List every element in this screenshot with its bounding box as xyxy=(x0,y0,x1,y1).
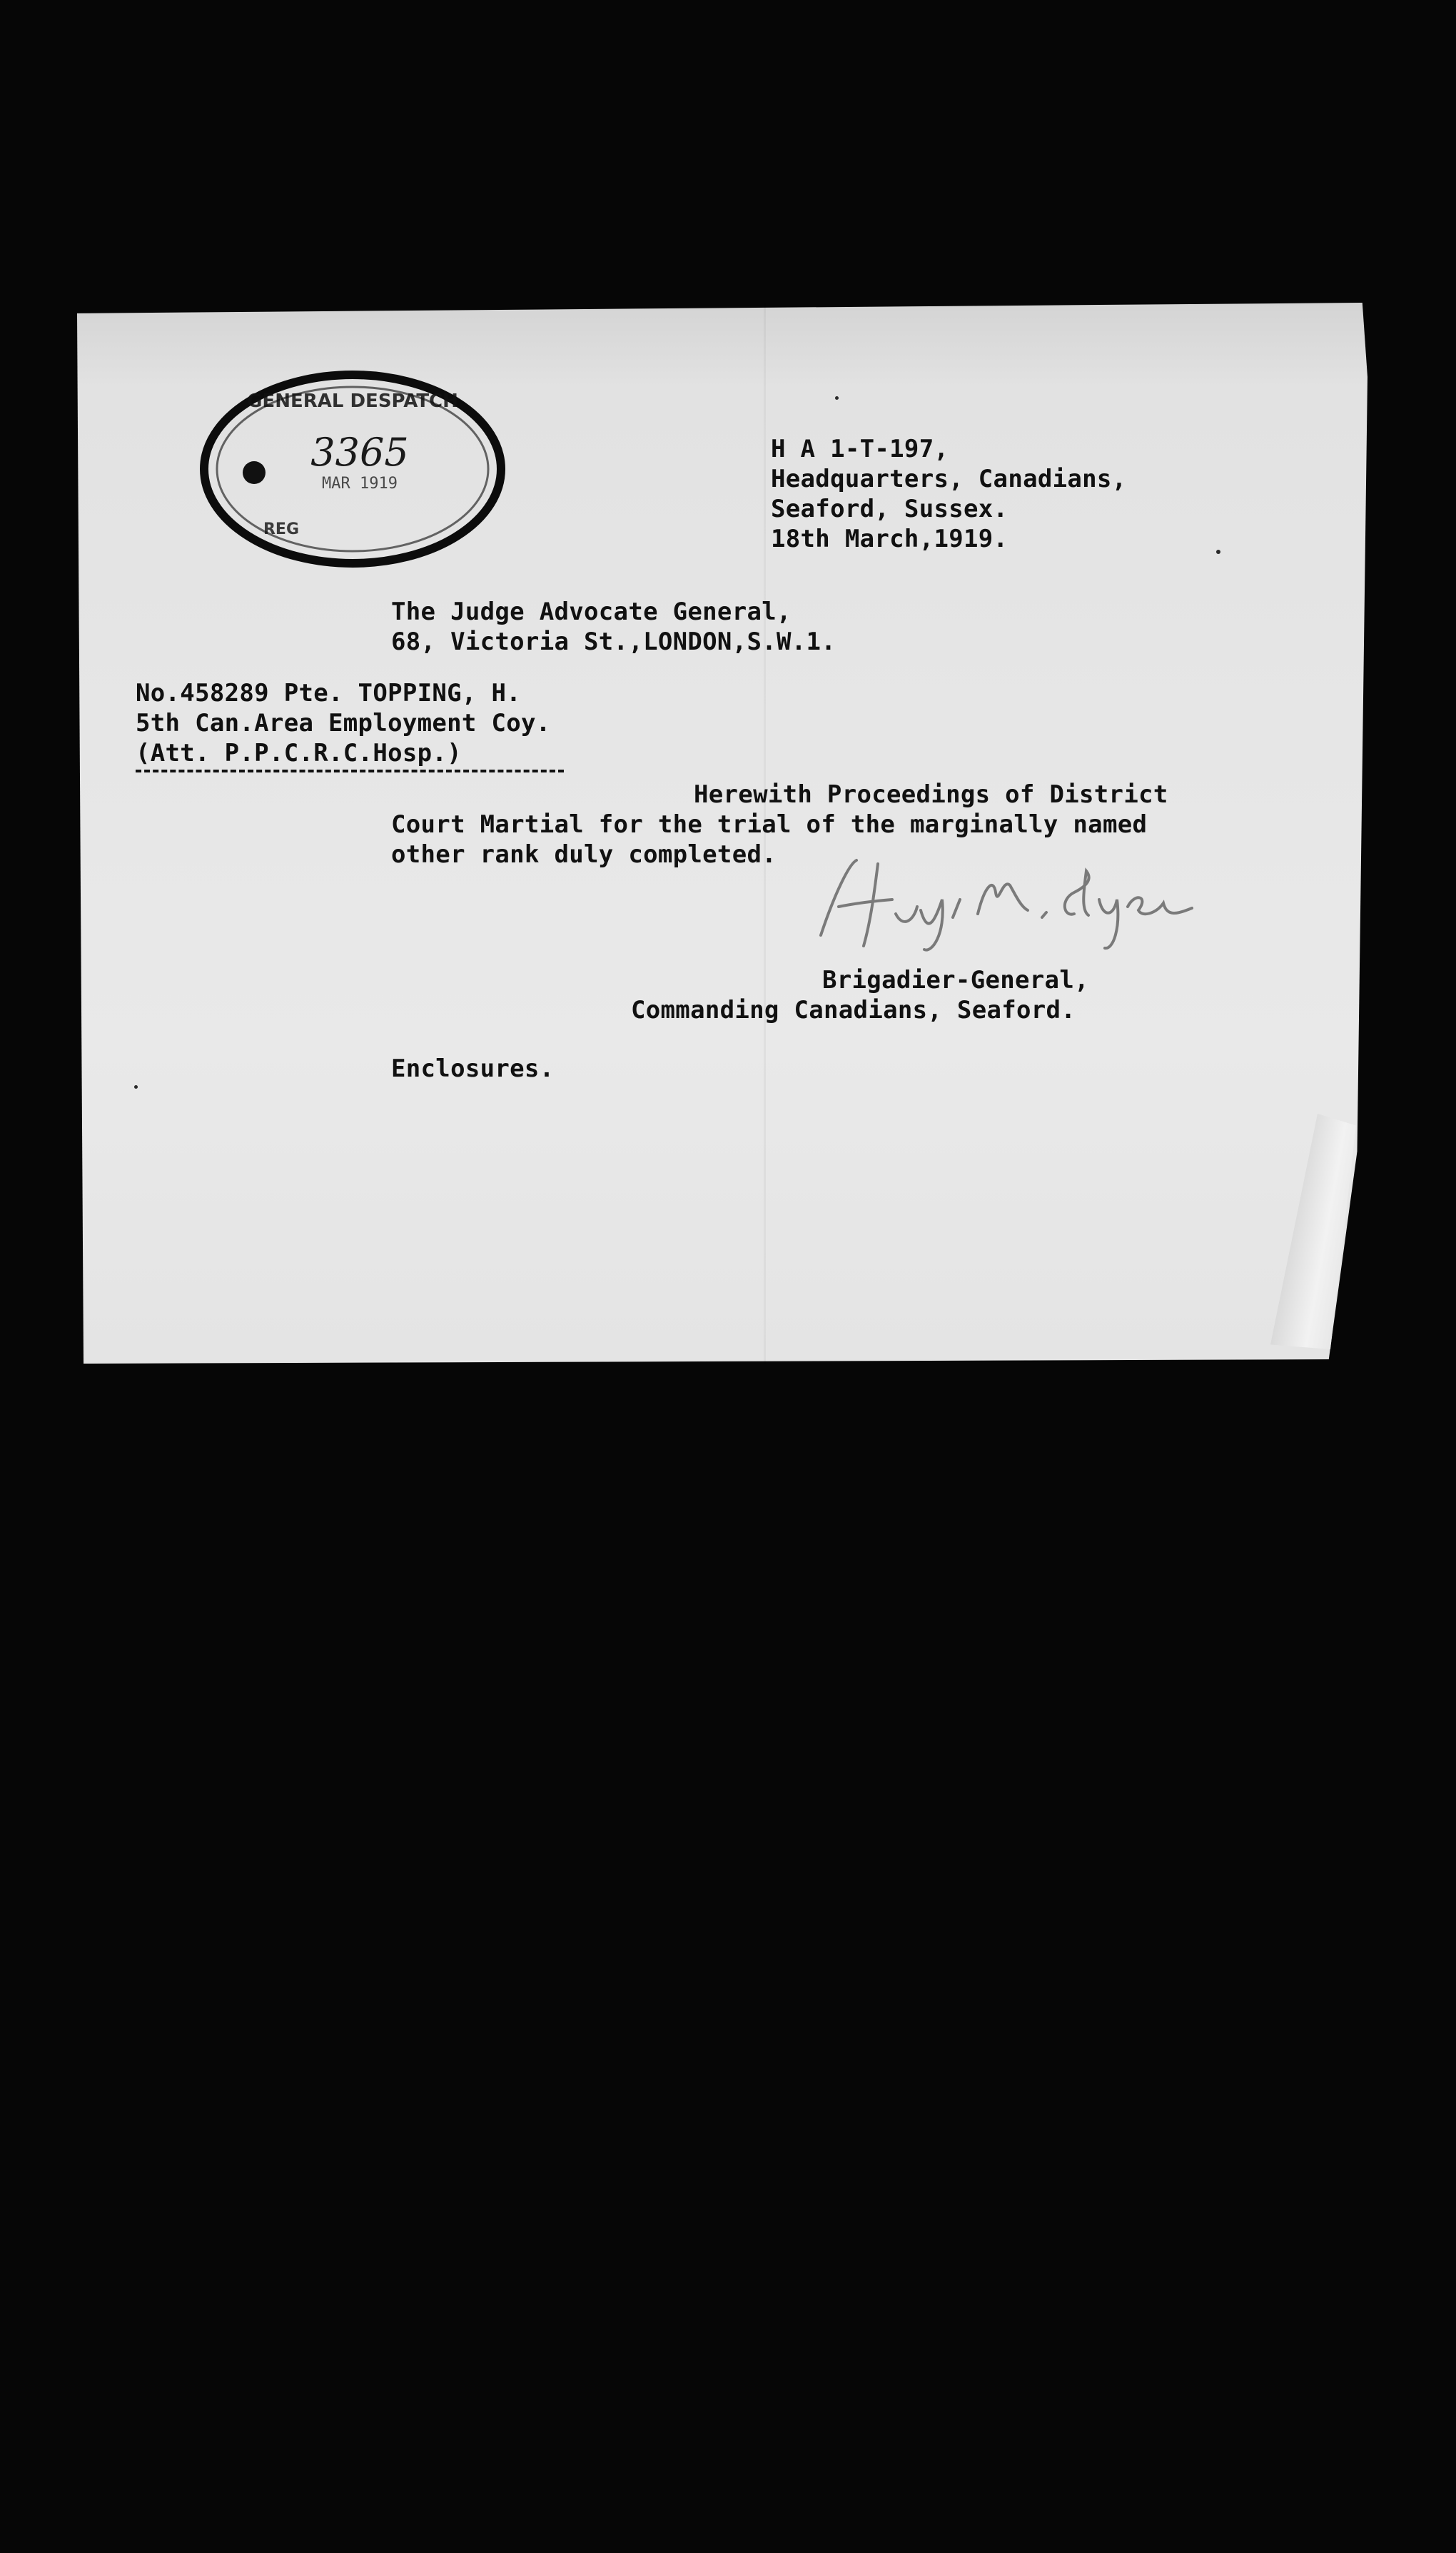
dust-speck xyxy=(835,396,839,400)
signatory-command: Commanding Canadians, Seaford. xyxy=(631,996,1076,1024)
body-line-1: Herewith Proceedings of District xyxy=(694,780,1168,809)
reference-line-3: Seaford, Sussex. xyxy=(771,495,1008,523)
reference-date: 18th March,1919. xyxy=(771,525,1008,553)
reference-line-2: Headquarters, Canadians, xyxy=(771,465,1127,493)
enclosures-note: Enclosures. xyxy=(391,1054,555,1083)
body-line-2: Court Martial for the trial of the marginally named xyxy=(391,810,1148,839)
subject-line-2: 5th Can.Area Employment Coy. xyxy=(136,709,551,737)
stamp-top-text: GENERAL DESPATCH xyxy=(247,391,458,412)
addressee-line-1: The Judge Advocate General, xyxy=(391,598,792,626)
dust-speck xyxy=(1216,550,1220,554)
addressee-line-2: 68, Victoria St.,LONDON,S.W.1. xyxy=(391,628,836,656)
subject-line-1: No.458289 Pte. TOPPING, H. xyxy=(136,679,522,708)
handwritten-signature xyxy=(807,850,1206,957)
despatch-stamp xyxy=(196,366,510,573)
stamp-bottom-text: REG xyxy=(263,520,300,538)
body-line-3: other rank duly completed. xyxy=(391,840,777,869)
reference-line-1: H A 1-T-197, xyxy=(771,435,949,463)
stamp-date: MAR 1919 xyxy=(322,475,398,493)
dashed-rule xyxy=(136,770,564,772)
subject-line-3: (Att. P.P.C.R.C.Hosp.) xyxy=(136,739,462,767)
signatory-title: Brigadier-General, xyxy=(822,966,1089,994)
dust-speck xyxy=(134,1085,138,1089)
stamp-number: 3365 xyxy=(310,430,409,475)
